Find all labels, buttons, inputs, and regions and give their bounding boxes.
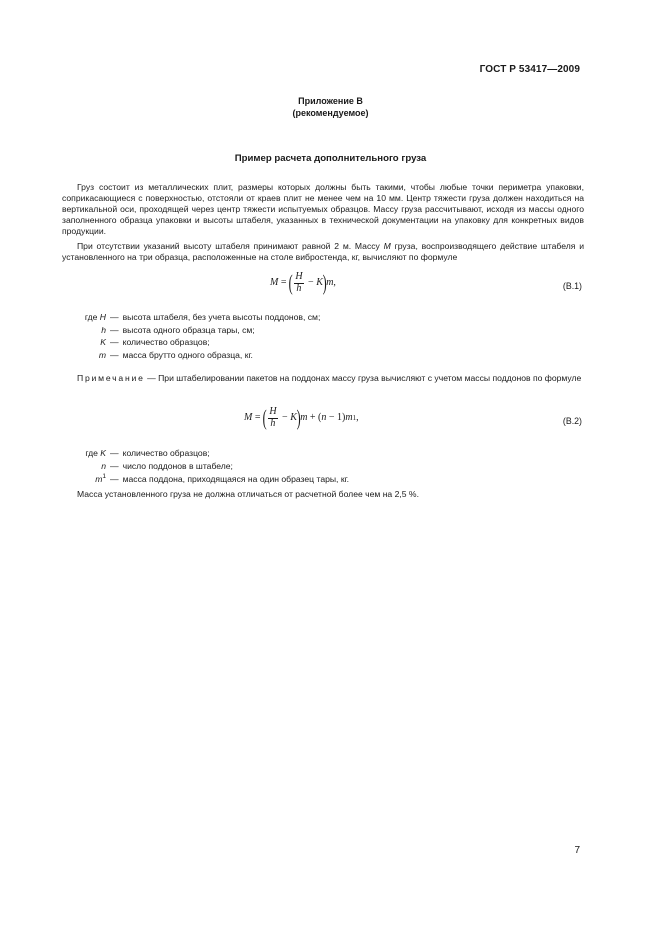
legend-text: высота одного образца тары, см;: [122, 324, 255, 335]
legend-dash: —: [110, 448, 119, 458]
section-title: Пример расчета дополнительного груза: [234, 153, 427, 164]
legend-text: число поддонов в штабеле;: [122, 460, 233, 471]
fraction-h-over-h: $\frac{H}{h}$: [295, 271, 303, 294]
legend-symbol: m: [98, 349, 106, 360]
left-paren: (: [288, 270, 293, 295]
legend-symbol: K: [100, 337, 106, 348]
legend-lead: где: [84, 312, 100, 322]
annex-title: Приложение В: [298, 96, 363, 106]
legend-dash: —: [110, 324, 119, 335]
legend-symbol: $m^1$: [95, 473, 106, 485]
legend-row: [62, 350, 602, 363]
annex-status: (рекомендуемое): [292, 108, 369, 119]
legend-dash: —: [110, 474, 119, 485]
legend-row: [62, 461, 602, 474]
legend-symbol: где H: [84, 312, 106, 322]
legend-symbol: h: [101, 324, 106, 335]
formula-b2: M = ( $\frac{H}{h}$ − K ) m + ( n − 1) m 1 ,: [244, 405, 359, 430]
legend-text: масса брутто одного образца, кг.: [122, 349, 253, 360]
legend-symbol: где K: [85, 448, 106, 458]
legend-text: масса поддона, приходящаяся на один образец тары, кг.: [122, 474, 350, 485]
left-paren: (: [262, 405, 267, 430]
paragraph-stack-height: При отсутствии указаний высоту штабеля принимают равной 2 м. Массу M груза, воспроизводящего действие штабеля и установленного на три образца, расположенные на столе вибростенда, кг, вычисляют по формуле: [62, 241, 584, 262]
legend-row: [62, 473, 602, 486]
annex-heading: [0, 95, 661, 119]
legend-text: количество образцов;: [122, 337, 210, 348]
legend-row: [62, 337, 602, 350]
legend-row: [62, 325, 602, 338]
legend-text: количество образцов;: [122, 448, 210, 458]
legend-dash: —: [110, 337, 119, 348]
legend-lead: где: [85, 448, 101, 458]
right-paren: ): [296, 405, 301, 430]
equation-number-b2: (В.2): [562, 416, 582, 426]
standard-designation: ГОСТ Р 53417—2009: [479, 64, 580, 75]
legend-b1: [62, 312, 602, 362]
legend-dash: —: [110, 349, 119, 360]
legend-symbol: n: [101, 460, 106, 471]
legend-text: высота штабеля, без учета высоты поддонов, см;: [122, 312, 321, 322]
paragraph-load-description: Груз состоит из металлических плит, размеры которых должны быть такими, чтобы любые точки периметра упаковки, соприкасающиеся с поверхностью, отстояли от краев плит не менее чем на 10 мм. Центр тяжести груза должен находиться на вертикальной оси, проходящей через центр тяжести испытуемых образцов. Массу груза рассчитывают, исходя из массы одного заполненного образца упаковки и высоты штабеля, указанных в технической документации на упаковку для конкретных видов продукции.: [62, 182, 584, 236]
page-number: 7: [574, 845, 580, 856]
legend-row: [62, 448, 602, 461]
legend-dash: —: [110, 312, 119, 322]
note-label: Примечание: [77, 373, 145, 383]
right-paren: ): [322, 270, 327, 295]
formula-b1: M = ( $\frac{H}{h}$ − K ) m ,: [270, 270, 336, 295]
legend-b2: [62, 448, 602, 486]
final-paragraph: Масса установленного груза не должна отличаться от расчетной более чем на 2,5 %.: [77, 489, 419, 499]
equation-number-b1: (В.1): [562, 281, 582, 291]
fraction-h-over-h: $\frac{H}{h}$: [269, 406, 277, 429]
note-paragraph: Примечание — При штабелировании пакетов на поддонах массу груза вычисляют с учетом массы поддонов по формуле: [77, 373, 582, 383]
legend-dash: —: [110, 460, 119, 471]
legend-row: [62, 312, 602, 325]
